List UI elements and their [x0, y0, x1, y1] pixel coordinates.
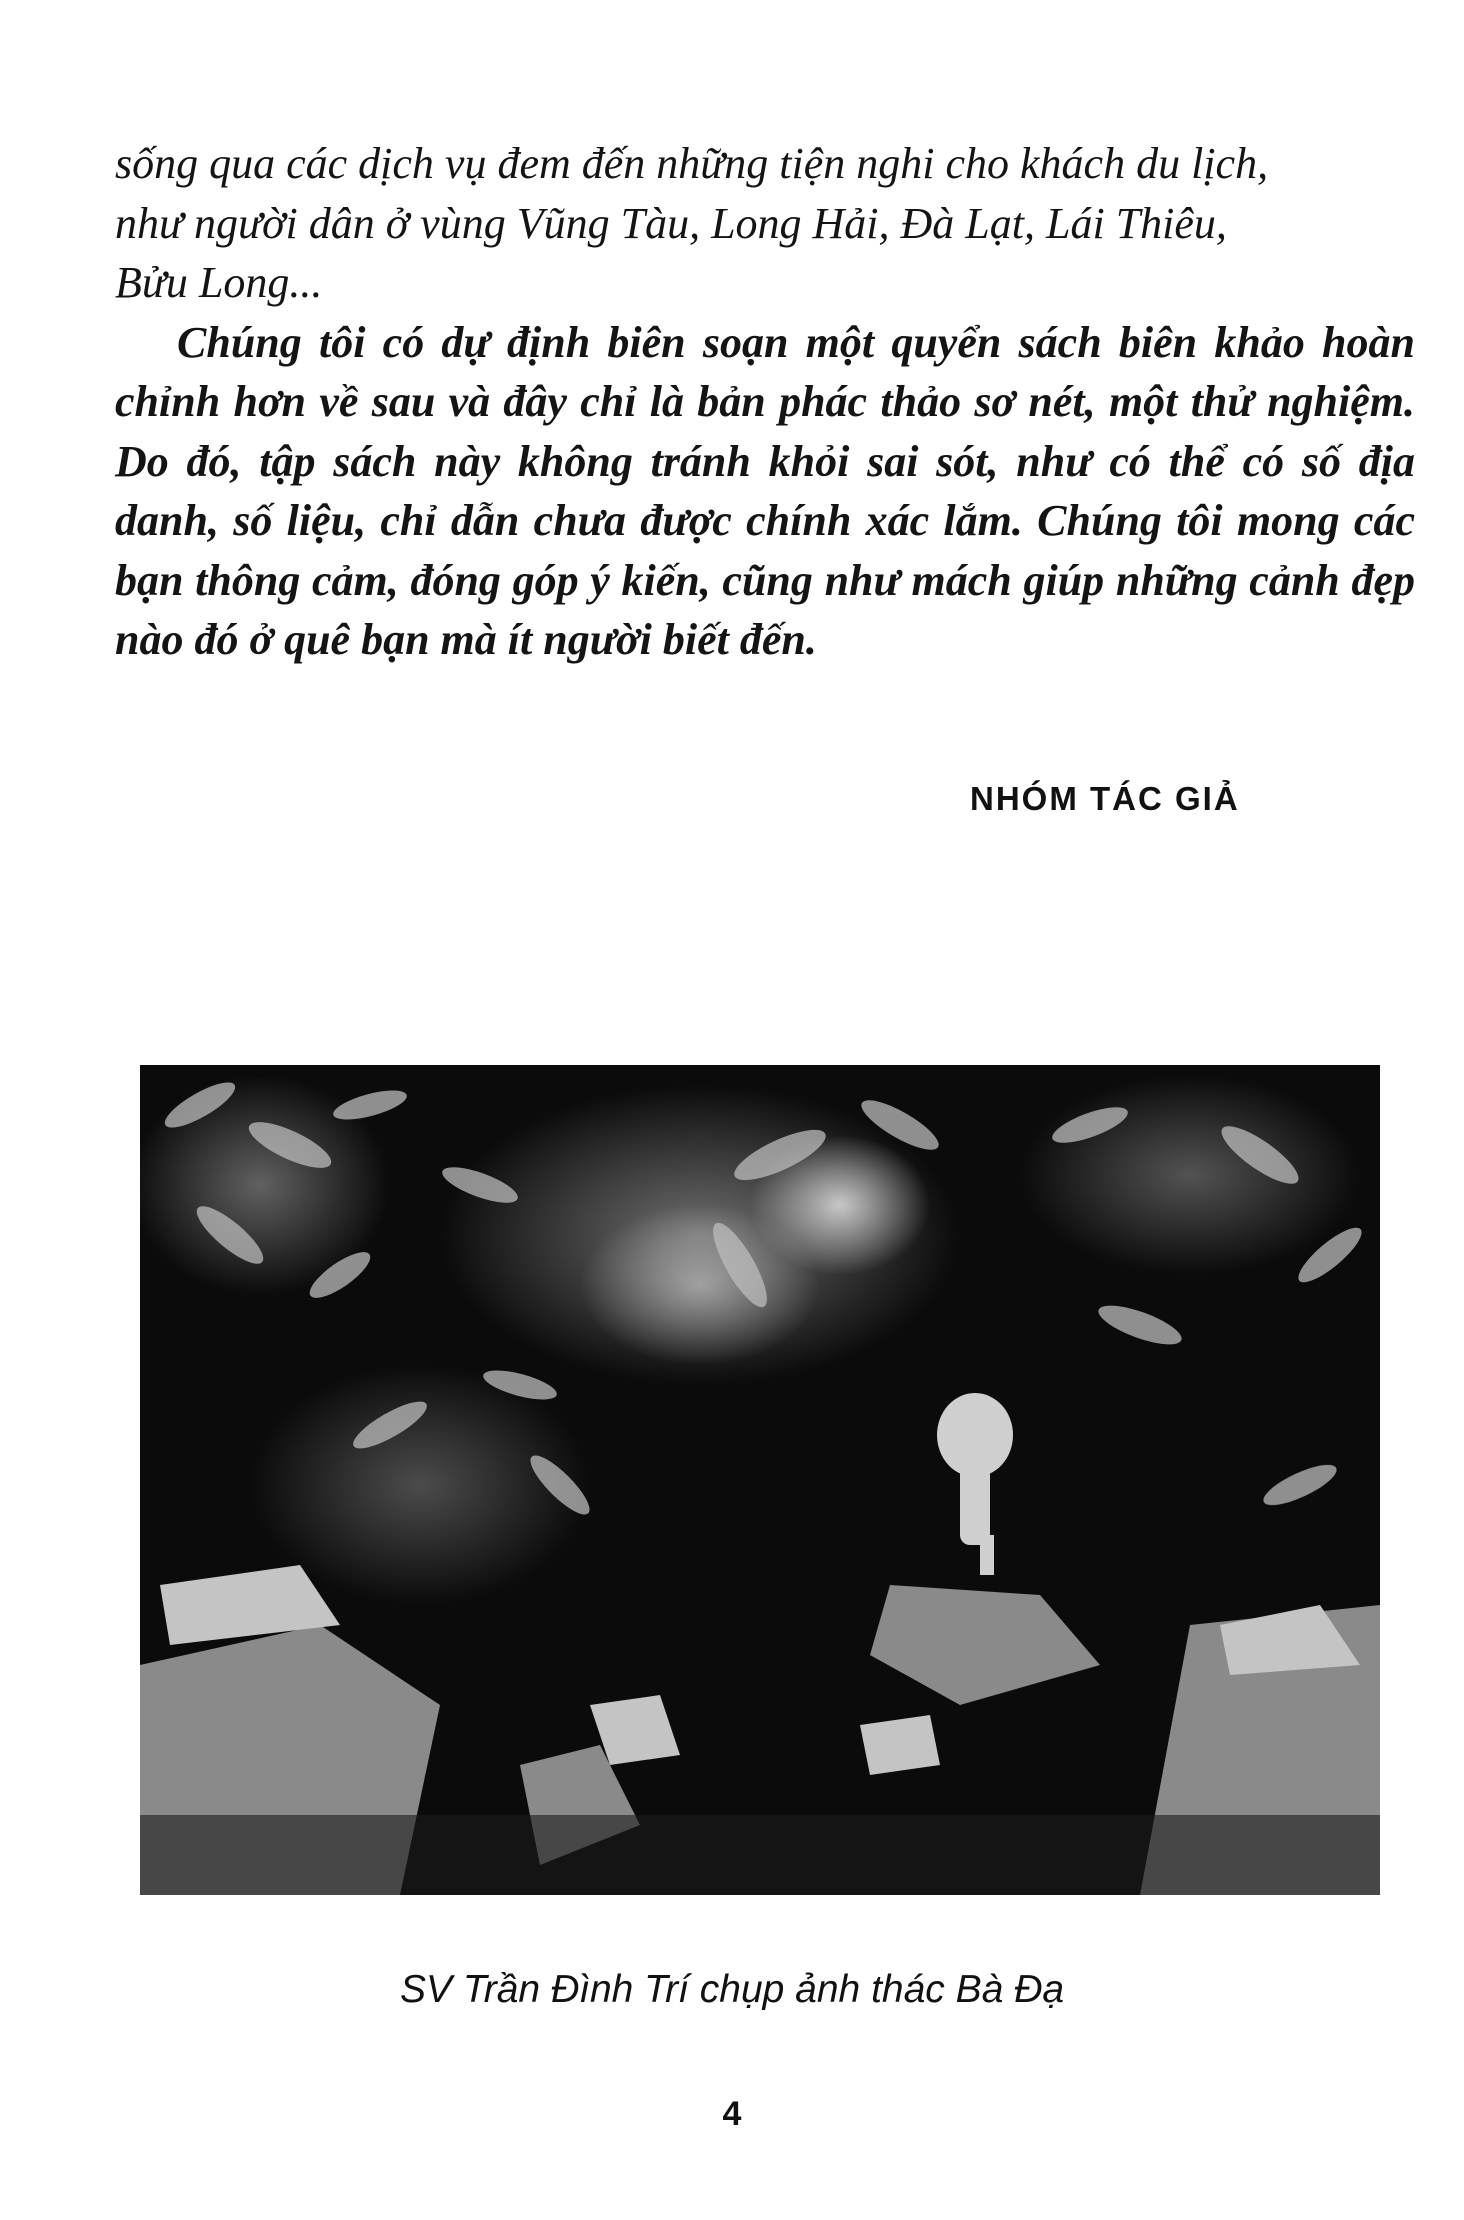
author-signature: NHÓM TÁC GIẢ [970, 780, 1240, 817]
text-line: sống qua các dịch vụ đem đến những tiện nghi cho khách du lịch, [115, 139, 1269, 188]
text-line: Bửu Long... [115, 258, 323, 307]
photo-caption: SV Trần Đình Trí chụp ảnh thác Bà Đạ [399, 1968, 1065, 2011]
body-text [115, 134, 1415, 670]
photo-image [140, 1065, 1380, 1895]
photo-waterfall [140, 1065, 1380, 1895]
text-line: như người dân ở vùng Vũng Tàu, Long Hải, Đà Lạt, Lái Thiêu, [115, 198, 1227, 248]
page-number: 4 [722, 2095, 742, 2133]
paragraph-main: Chúng tôi có dự định biên soạn một quyển sách biên khảo hoàn chỉnh hơn về sau và đây chỉ là bản phác thảo sơ nét, một thử nghiệm. Do đó, tập sách này không tránh khỏi sai sót, như có thể có số địa danh, số liệu, chỉ dẫn chưa được chính xác lắm. Chúng tôi mong các bạn thông cảm, đóng góp ý kiến, cũng như mách giúp những cảnh đẹp nào đó ở quê bạn mà ít người biết đến. [115, 317, 1415, 664]
paragraph-intro [115, 134, 1415, 313]
